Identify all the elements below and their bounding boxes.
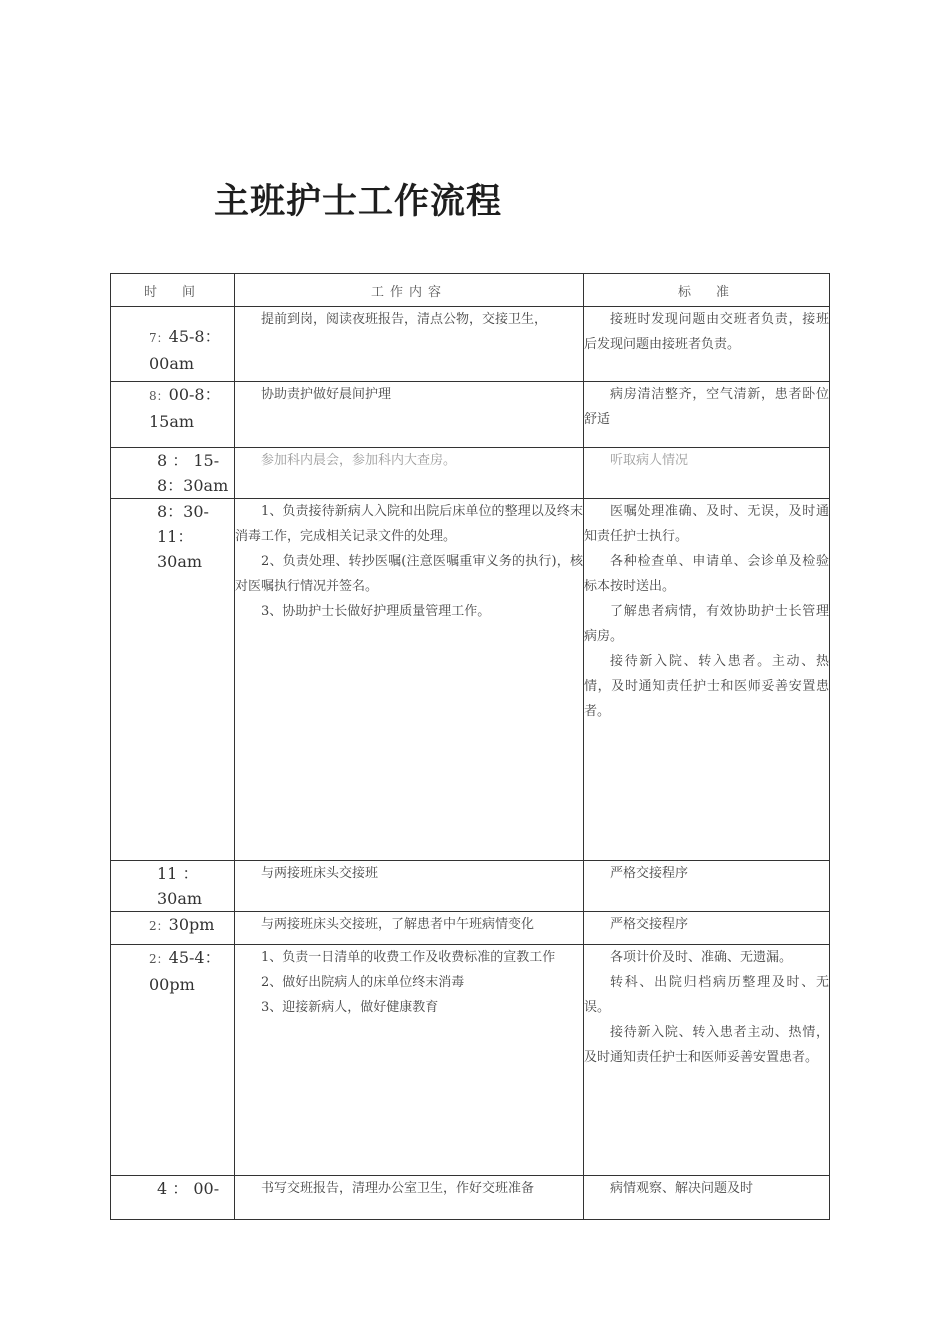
time-range: 8 ： 15-8：30am: [157, 451, 229, 495]
content-line: 协助责护做好晨间护理: [261, 387, 392, 402]
table-row: [111, 912, 830, 945]
content-cell: [235, 912, 584, 945]
standard-line: 接待新入院、转入患者主动、热情，及时通知责任护士和医师妥善安置患者。: [584, 1025, 829, 1065]
table-row: [111, 382, 830, 448]
content-cell: [235, 945, 584, 1176]
time-range: 00-8：15am: [149, 385, 221, 431]
time-range: 45-4：00pm: [149, 948, 221, 994]
standard-cell: [584, 912, 830, 945]
standard-cell: [584, 945, 830, 1176]
standard-line: 转科、出院归档病历整理及时、无误。: [584, 975, 829, 1015]
table-row: [111, 448, 830, 499]
workflow-table: [110, 273, 830, 1220]
time-cell: [111, 448, 235, 499]
time-prefix: 7：: [149, 331, 169, 345]
standard-cell: [584, 1176, 830, 1220]
content-line: 2、负责处理、转抄医嘱(注意医嘱重审义务的执行)，核对医嘱执行情况并签名。: [235, 554, 583, 594]
table-row: [111, 945, 830, 1176]
content-cell: [235, 499, 584, 861]
standard-line: 病情观察、解决问题及时: [610, 1181, 754, 1196]
time-range: 30pm: [168, 915, 215, 934]
time-cell: [111, 945, 235, 1176]
time-cell: [111, 307, 235, 382]
standard-line: 接待新入院、转入患者。主动、热情，及时通知责任护士和医师妥善安置患者。: [584, 654, 829, 719]
content-cell: [235, 382, 584, 448]
content-line: 参加科内晨会，参加科内大查房。: [261, 453, 457, 468]
content-line: 书写交班报告，清理办公室卫生，作好交班准备: [261, 1181, 535, 1196]
time-cell: [111, 382, 235, 448]
standard-line: 听取病人情况: [610, 453, 689, 468]
standard-cell: [584, 307, 830, 382]
standard-cell: [584, 861, 830, 912]
time-range: 45-8：00am: [149, 327, 221, 373]
standard-line: 了解患者病情，有效协助护士长管理病房。: [584, 604, 829, 644]
time-range: 11 ： 30am: [157, 864, 203, 908]
time-cell: [111, 912, 235, 945]
time-prefix: 2：: [149, 919, 169, 933]
standard-line: 严格交接程序: [610, 917, 689, 932]
time-cell: [111, 1176, 235, 1220]
header-standard: 标 准: [584, 274, 830, 307]
time-range: 4 ： 00-: [157, 1179, 220, 1198]
header-time: 时 间: [111, 274, 235, 307]
content-line: 3、迎接新病人，做好健康教育: [261, 1000, 439, 1015]
time-prefix: 8：: [149, 389, 169, 403]
content-line: 提前到岗，阅读夜班报告，清点公物，交接卫生，: [261, 312, 548, 327]
content-line: 1、负责接待新病人入院和出院后床单位的整理以及终末消毒工作，完成相关记录文件的处理。: [235, 504, 583, 544]
content-cell: [235, 307, 584, 382]
standard-cell: [584, 448, 830, 499]
table-row: [111, 861, 830, 912]
table-row: [111, 1176, 830, 1220]
header-content: 工作内容: [235, 274, 584, 307]
standard-line: 接班时发现问题由交班者负责，接班后发现问题由接班者负责。: [584, 312, 829, 352]
content-cell: [235, 861, 584, 912]
content-line: 2、做好出院病人的床单位终末消毒: [261, 975, 465, 990]
content-line: 与两接班床头交接班，了解患者中午班病情变化: [261, 917, 535, 932]
time-range: 8：30-11：30am: [157, 502, 209, 571]
time-cell: [111, 499, 235, 861]
standard-line: 医嘱处理准确、及时、无误，及时通知责任护士执行。: [584, 504, 829, 544]
standard-line: 各种检查单、申请单、会诊单及检验标本按时送出。: [584, 554, 829, 594]
content-cell: [235, 1176, 584, 1220]
standard-cell: [584, 499, 830, 861]
table-row: [111, 307, 830, 382]
content-line: 1、负责一日清单的收费工作及收费标准的宣教工作: [261, 950, 556, 965]
table-row: [111, 499, 830, 861]
content-cell: [235, 448, 584, 499]
content-line: 与两接班床头交接班: [261, 866, 379, 881]
table-header-row: [111, 274, 830, 307]
standard-line: 各项计价及时、准确、无遗漏。: [610, 950, 793, 965]
standard-line: 严格交接程序: [610, 866, 689, 881]
content-line: 3、协助护士长做好护理质量管理工作。: [261, 604, 491, 619]
standard-cell: [584, 382, 830, 448]
time-prefix: 2：: [149, 952, 169, 966]
time-cell: [111, 861, 235, 912]
standard-line: 病房清洁整齐，空气清新，患者卧位舒适: [584, 387, 829, 427]
page-title: 主班护士工作流程: [214, 182, 503, 222]
